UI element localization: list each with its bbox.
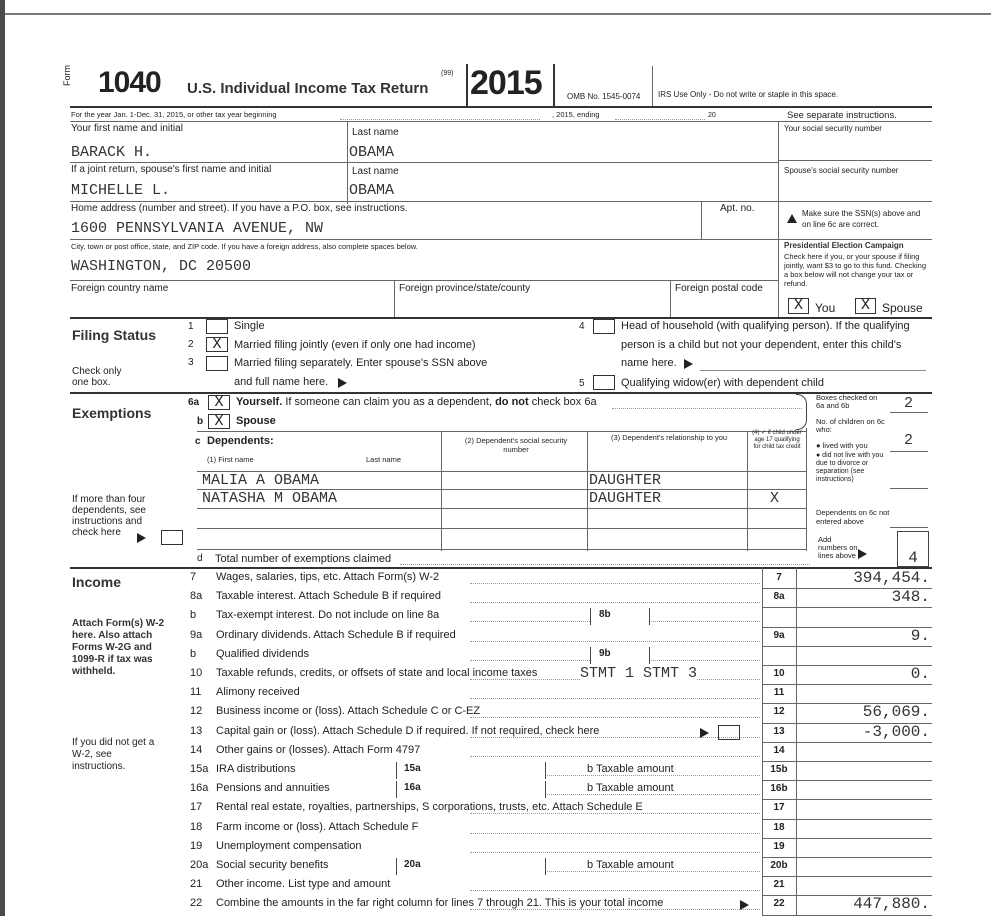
income-box-code: 7 xyxy=(776,572,782,583)
income-row-rule xyxy=(762,838,932,839)
row-rule-4 xyxy=(70,239,932,240)
campaign-you-label: You xyxy=(815,301,836,315)
dependent-1-name[interactable]: MALIA A OBAMA xyxy=(202,472,320,489)
more-than-four-arrow-icon xyxy=(137,533,146,543)
ssn-box-rule xyxy=(778,160,932,161)
income-line-num: 16a xyxy=(190,782,209,794)
exemption-spouse-label: Spouse xyxy=(236,415,276,427)
income-line-num: 14 xyxy=(190,744,203,756)
income-taxable-label: b Taxable amount xyxy=(587,859,674,871)
income-line-label: Capital gain or (loss). Attach Schedule D if required. If not required, check here xyxy=(216,725,600,737)
income-line-leader xyxy=(470,583,760,584)
income-row-rule xyxy=(762,607,932,608)
header-rule xyxy=(70,106,932,108)
row-rule-1 xyxy=(70,121,932,122)
income-row-rule xyxy=(762,857,932,858)
income-line-leader xyxy=(470,852,760,853)
filing-hoh-checkbox[interactable] xyxy=(593,319,615,334)
filing-widow-label: Qualifying widow(er) with dependent child xyxy=(621,377,824,389)
spouse-first-name-label: If a joint return, spouse's first name and initial xyxy=(71,164,272,175)
capital-gain-checkbox[interactable] xyxy=(718,725,740,740)
last-name-label: Last name xyxy=(352,127,399,138)
income-line-num: 18 xyxy=(190,821,203,833)
irs-use-only: IRS Use Only - Do not write or staple in this space. xyxy=(658,90,839,99)
income-row-rule xyxy=(762,799,932,800)
total-income-arrow-icon xyxy=(740,900,749,910)
dep-row-rule-4 xyxy=(197,549,807,550)
exemption-6b-code: b xyxy=(197,416,204,427)
lived-with-value[interactable]: 2 xyxy=(904,432,914,449)
income-box-code: 9a xyxy=(773,630,785,641)
tax-year-ending-20: 20 xyxy=(708,112,716,119)
income-line-num: 7 xyxy=(190,571,197,583)
capital-gain-arrow-icon xyxy=(700,728,709,738)
income-inner-code: 20a xyxy=(404,859,421,870)
income-title: Income xyxy=(72,574,122,590)
exemption-yourself-bold: Yourself. xyxy=(236,396,283,408)
row-rule-2 xyxy=(70,162,778,163)
form-title: U.S. Individual Income Tax Return xyxy=(187,80,429,97)
form-number: 1040 xyxy=(98,66,161,99)
income-amount[interactable]: 0. xyxy=(910,665,930,683)
income-inner-code: 16a xyxy=(404,782,421,793)
income-line-num: 22 xyxy=(190,897,203,909)
filing-separate-label: Married filing separately. Enter spouse's SSN above xyxy=(234,357,488,369)
city-value[interactable]: WASHINGTON, DC 20500 xyxy=(71,258,252,275)
income-line-label: Rental real estate, royalties, partnerships, S corporations, trusts, etc. Attach Schedule E xyxy=(216,801,643,813)
dependent-1-relationship[interactable]: DAUGHTER xyxy=(589,472,662,489)
income-line-label: Pensions and annuities xyxy=(216,782,330,794)
income-box-code: 14 xyxy=(773,745,785,756)
spouse-last-name-value[interactable]: OBAMA xyxy=(349,182,395,199)
income-line-label: Other gains or (losses). Attach Form 4797 xyxy=(216,744,421,756)
income-row-rule xyxy=(762,761,932,762)
dependent-2-relationship[interactable]: DAUGHTER xyxy=(589,490,662,507)
dep-table-top xyxy=(197,431,807,432)
row-rule-6 xyxy=(70,317,932,319)
first-name-value[interactable]: BARACK H. xyxy=(71,144,153,161)
ssn-note: Make sure the SSN(s) above and on line 6c are correct. xyxy=(802,209,921,229)
see-instructions: See separate instructions. xyxy=(787,110,897,121)
more-than-four-checkbox[interactable] xyxy=(161,530,183,545)
dep-col1-header: (1) First name xyxy=(207,455,254,464)
campaign-spouse-label: Spouse xyxy=(882,301,923,315)
income-line-label: Unemployment compensation xyxy=(216,840,362,852)
exemption-yourself-do-not: do not xyxy=(495,396,529,408)
income-box-code: 8a xyxy=(773,591,785,602)
income-amount[interactable]: 394,454. xyxy=(853,569,930,587)
dep-col3-header: (3) Dependent's relationship to you xyxy=(610,433,728,442)
exemption-spouse-checkbox[interactable]: X xyxy=(208,414,230,429)
income-box-code: 19 xyxy=(773,841,785,852)
row-rule-7 xyxy=(70,392,932,394)
filing-opt3-num: 3 xyxy=(188,357,194,368)
line-d-label: Total number of exemptions claimed xyxy=(215,553,392,565)
filing-widow-checkbox[interactable] xyxy=(593,375,615,390)
form-year: 2015 xyxy=(470,64,542,102)
income-taxable-label: b Taxable amount xyxy=(587,782,674,794)
filing-single-label: Single xyxy=(234,320,265,332)
row-rule-5 xyxy=(70,280,778,281)
income-line-leader xyxy=(470,698,760,699)
lived-with-label: ● lived with you xyxy=(816,441,868,450)
exemption-yourself-label xyxy=(236,396,597,408)
income-row-rule xyxy=(762,742,932,743)
income-inner-code: 8b xyxy=(599,609,611,620)
filing-hoh-arrow-icon xyxy=(684,359,693,369)
income-line-num: b xyxy=(190,609,197,621)
exemption-6a-code: 6a xyxy=(188,397,200,408)
exemption-yourself-checkbox[interactable]: X xyxy=(208,395,230,410)
address-value[interactable]: 1600 PENNSYLVANIA AVENUE, NW xyxy=(71,220,324,237)
income-row-rule xyxy=(762,684,932,685)
line-d-code: d xyxy=(197,553,203,564)
more-than-four-note: If more than four dependents, see instructions and check here xyxy=(72,494,146,538)
filing-joint-checkbox[interactable]: X xyxy=(206,337,228,352)
filing-joint-label: Married filing jointly (even if only one had income) xyxy=(234,339,476,351)
income-line-leader xyxy=(470,602,760,603)
ssn-warning-triangle xyxy=(787,214,797,223)
income-line-leader xyxy=(470,813,760,814)
income-box-code: 15b xyxy=(770,764,788,775)
foreign-divider-2 xyxy=(670,280,671,317)
income-line-num: 15a xyxy=(190,763,209,775)
exemption-brace-icon xyxy=(796,394,807,430)
income-box-code: 22 xyxy=(773,898,785,909)
omb-number: OMB No. 1545-0074 xyxy=(567,92,641,101)
filing-hoh-label-2: person is a child but not your dependent, enter this child's xyxy=(621,339,902,351)
income-line-num: 11 xyxy=(190,686,202,698)
apt-label: Apt. no. xyxy=(720,203,755,214)
income-line-num: 13 xyxy=(190,725,203,737)
dependents-code: c xyxy=(195,436,201,447)
income-line-leader xyxy=(470,737,760,738)
campaign-title: Presidential Election Campaign xyxy=(784,241,904,250)
dep-col-divider-2 xyxy=(587,431,588,551)
exemptions-title: Exemptions xyxy=(72,405,152,421)
your-ssn-label: Your social security number xyxy=(784,124,882,133)
foreign-divider-1 xyxy=(394,280,395,317)
income-line-label: Wages, salaries, tips, etc. Attach Form(s) W-2 xyxy=(216,571,440,583)
income-box-code: 11 xyxy=(773,687,785,698)
dep-col-divider-1 xyxy=(441,431,442,551)
line-d-leader xyxy=(400,564,810,565)
income-row-rule xyxy=(762,819,932,820)
income-box-code: 12 xyxy=(773,706,785,717)
income-line-label: IRA distributions xyxy=(216,763,296,775)
filing-separate-arrow-icon xyxy=(338,378,347,388)
income-line-leader xyxy=(470,890,760,891)
income-line-num: 10 xyxy=(190,667,203,679)
spouse-ssn-label: Spouse's social security number xyxy=(784,166,899,175)
not-lived-label: ● did not live with you due to divorce or separation (see instructions) xyxy=(816,452,884,483)
not-entered-line xyxy=(890,527,928,528)
income-box-code: 13 xyxy=(773,726,785,737)
dependents-label: Dependents: xyxy=(207,435,274,447)
attach-w2-note: Attach Form(s) W-2 here. Also attach Forms W-2G and 1099-R if tax was withheld. xyxy=(72,618,165,677)
income-taxable-label: b Taxable amount xyxy=(587,763,674,775)
apt-divider xyxy=(701,201,702,239)
tax-year-ending: , 2015, ending xyxy=(552,110,600,119)
add-numbers-arrow-icon xyxy=(858,549,867,559)
row-rule-3 xyxy=(70,201,932,202)
filing-hoh-label-3: name here. xyxy=(621,357,677,369)
income-stmt[interactable]: STMT 1 STMT 3 xyxy=(580,665,698,682)
income-line-num: 8a xyxy=(190,590,203,602)
dependent-2-name[interactable]: NATASHA M OBAMA xyxy=(202,490,338,507)
filing-status-title: Filing Status xyxy=(72,327,156,343)
income-inner-code: 15a xyxy=(404,763,421,774)
income-amount[interactable]: 447,880. xyxy=(853,895,930,913)
address-label: Home address (number and street). If you have a P.O. box, see instructions. xyxy=(71,203,408,214)
filing-separate-label-2: and full name here. xyxy=(234,376,329,388)
not-lived-line xyxy=(890,488,928,489)
income-line-label: Taxable interest. Attach Schedule B if required xyxy=(216,590,442,602)
income-amount[interactable]: 348. xyxy=(891,588,930,606)
income-line-num: 21 xyxy=(190,878,203,890)
children-label: No. of children on 6c who: xyxy=(816,417,885,434)
income-line-label: Tax-exempt interest. Do not include on line 8a xyxy=(216,609,440,621)
form-code-99: (99) xyxy=(441,70,454,77)
left-page-edge xyxy=(0,0,5,916)
boxes-checked-label: Boxes checked on 6a and 6b xyxy=(816,393,878,410)
exemption-yourself-leader xyxy=(612,408,802,409)
income-line-num: b xyxy=(190,648,197,660)
income-line-leader xyxy=(470,717,760,718)
income-line-label: Alimony received xyxy=(216,686,300,698)
income-line-label: Other income. List type and amount xyxy=(216,878,391,890)
dependent-2-credit[interactable]: X xyxy=(770,490,780,507)
filing-opt5-num: 5 xyxy=(579,378,585,389)
spouse-first-name-value[interactable]: MICHELLE L. xyxy=(71,182,171,199)
first-name-label: Your first name and initial xyxy=(71,123,183,134)
tax-year-end-field[interactable] xyxy=(615,119,705,120)
year-divider-right xyxy=(553,64,555,106)
foreign-country-label: Foreign country name xyxy=(71,283,169,294)
income-line-label: Farm income or (loss). Attach Schedule F xyxy=(216,821,419,833)
campaign-text: Check here if you, or your spouse if filing jointly, want $3 to go to this fund. Checking a box below will not change your tax or refund. xyxy=(784,252,927,288)
income-line-leader xyxy=(470,641,760,642)
filing-opt2-num: 2 xyxy=(188,339,194,350)
total-exemptions-value: 4 xyxy=(908,549,918,567)
dep-col4-header: (4) ✓ if child under age 17 qualifying for child tax credit xyxy=(752,430,802,450)
income-box-code: 16b xyxy=(770,783,788,794)
income-row-rule xyxy=(762,780,932,781)
boxes-checked-value[interactable]: 2 xyxy=(904,395,914,412)
income-line-label: Social security benefits xyxy=(216,859,329,871)
no-w2-note: If you did not get a W-2, see instructions. xyxy=(72,737,155,772)
last-name-value[interactable]: OBAMA xyxy=(349,144,395,161)
income-amount[interactable]: -3,000. xyxy=(862,723,930,741)
omb-divider xyxy=(652,66,653,106)
income-line-leader xyxy=(470,833,760,834)
total-exemptions-box[interactable] xyxy=(897,531,929,567)
foreign-province-label: Foreign province/state/county xyxy=(399,283,531,294)
form-vertical-label: Form xyxy=(62,65,72,86)
income-line-leader xyxy=(470,909,760,910)
ssn-divider xyxy=(778,121,779,317)
income-line-label: Business income or (loss). Attach Schedule C or C-EZ xyxy=(216,705,481,717)
filing-status-note: Check only one box. xyxy=(72,366,122,388)
exemption-yourself-text: If someone can claim you as a dependent, xyxy=(285,396,493,408)
income-line-num: 9a xyxy=(190,629,203,641)
tax-year-line: For the year Jan. 1-Dec. 31, 2015, or other tax year beginning xyxy=(71,110,277,119)
filing-hoh-label: Head of household (with qualifying person). If the qualifying xyxy=(621,320,910,332)
tax-year-begin-field[interactable] xyxy=(340,119,540,120)
income-line-label: Qualified dividends xyxy=(216,648,309,660)
income-line-label: Ordinary dividends. Attach Schedule B if required xyxy=(216,629,456,641)
income-box-code: 17 xyxy=(773,802,785,813)
campaign-you-checkbox[interactable]: X xyxy=(788,298,809,314)
campaign-spouse-checkbox[interactable]: X xyxy=(855,298,876,314)
dep-row-rule-2 xyxy=(197,508,807,509)
filing-opt4-num: 4 xyxy=(579,321,585,332)
income-box-code: 18 xyxy=(773,822,785,833)
top-page-rule xyxy=(5,13,991,15)
dependents-not-entered-label: Dependents on 6c not entered above xyxy=(816,508,890,526)
income-line-num: 20a xyxy=(190,859,209,871)
income-row-rule xyxy=(762,646,932,647)
income-line-leader xyxy=(470,756,760,757)
city-label: City, town or post office, state, and ZIP code. If you have a foreign address, also complete spaces below. xyxy=(71,242,418,251)
hoh-child-name-field[interactable] xyxy=(700,370,926,371)
add-numbers-label: Add numbers on lines above xyxy=(818,535,858,560)
boxes-checked-line xyxy=(890,412,928,413)
income-amount[interactable]: 56,069. xyxy=(862,703,930,721)
income-line-num: 17 xyxy=(190,801,203,813)
income-line-num: 19 xyxy=(190,840,203,852)
dep-col2-header: (2) Dependent's social security number xyxy=(464,436,568,454)
exemption-yourself-text-end: check box 6a xyxy=(531,396,597,408)
dep-col1b-header: Last name xyxy=(366,455,402,464)
income-inner-code: 9b xyxy=(599,648,611,659)
dep-col-divider-3 xyxy=(747,431,748,551)
spouse-last-name-label: Last name xyxy=(352,166,399,177)
lived-with-line xyxy=(890,451,928,452)
income-box-code: 21 xyxy=(773,879,785,890)
filing-single-checkbox[interactable] xyxy=(206,319,228,334)
income-box-code: 20b xyxy=(770,860,788,871)
income-row-rule xyxy=(762,876,932,877)
dep-row-rule-3 xyxy=(197,528,807,529)
year-divider xyxy=(466,64,468,106)
income-line-label: Combine the amounts in the far right column for lines 7 through 21. This is your total income xyxy=(216,897,664,909)
income-line-label: Taxable refunds, credits, or offsets of state and local income taxes xyxy=(216,667,538,679)
filing-separate-checkbox[interactable] xyxy=(206,356,228,371)
filing-opt1-num: 1 xyxy=(188,321,194,332)
foreign-postal-label: Foreign postal code xyxy=(675,283,763,294)
income-line-num: 12 xyxy=(190,705,203,717)
income-amount[interactable]: 9. xyxy=(910,627,930,645)
income-box-code: 10 xyxy=(773,668,785,679)
